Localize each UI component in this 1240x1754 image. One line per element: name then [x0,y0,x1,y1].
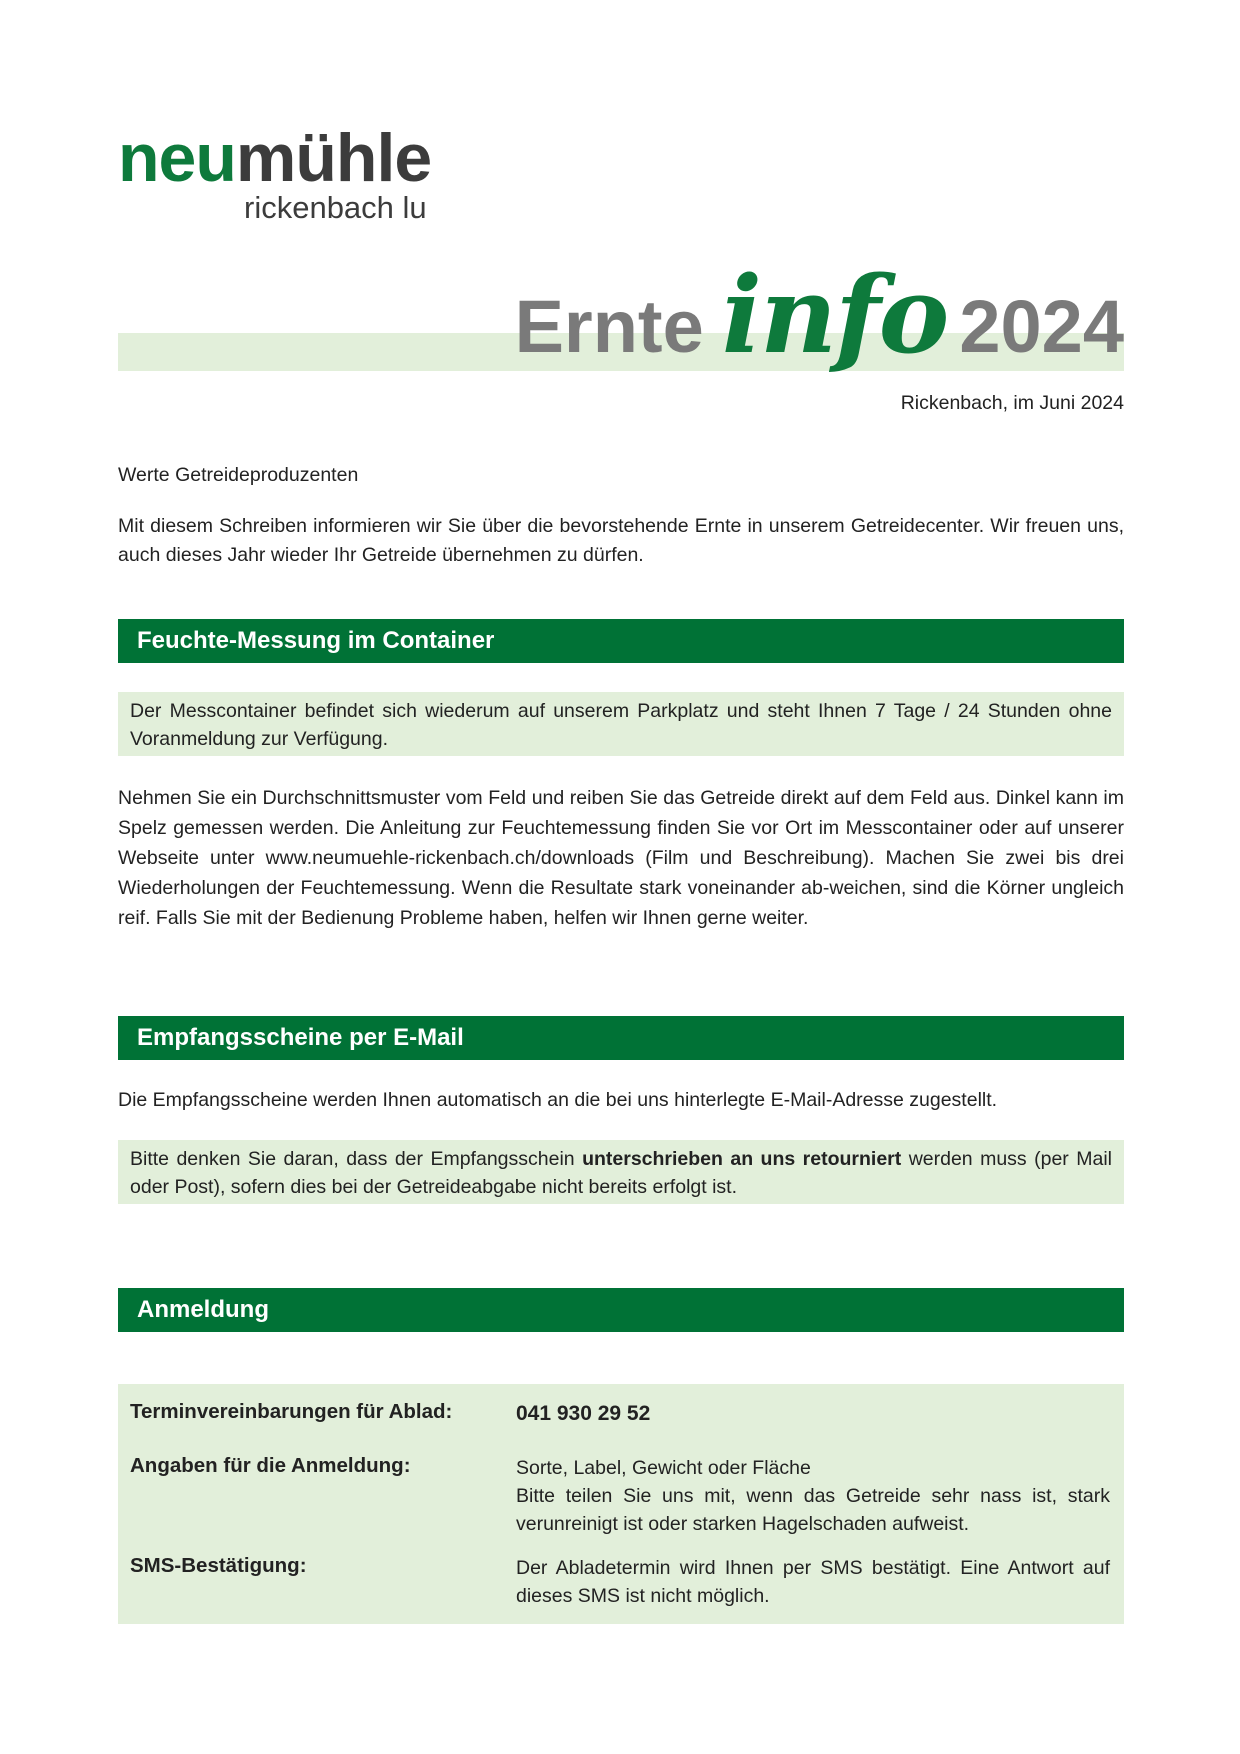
section-heading-text: Empfangsscheine per E-Mail [137,1024,464,1051]
title-accent: info [721,252,948,377]
title-word: Ernte [514,285,704,368]
row-value-line1: Sorte, Label, Gewicht oder Fläche [516,1457,811,1479]
row-label: Angaben für die Anmeldung: [130,1454,411,1477]
letter-date: Rickenbach, im Juni 2024 [900,392,1124,414]
info-box-empfangsschein [118,1140,1124,1204]
intro-paragraph: Mit diesem Schreiben informieren wir Sie über die bevorstehende Ernte in unserem Getreidecenter. Wir freuen uns, auch dieses Jahr wieder Ihr Getreide übernehmen zu dürfen. [118,515,1124,566]
section-heading-text: Anmeldung [137,1296,269,1323]
document-title [514,252,1124,377]
salutation: Werte Getreideproduzenten [118,464,359,486]
section-heading-text: Feuchte-Messung im Container [137,627,495,654]
row-value: Der Abladetermin wird Ihnen per SMS bestätigt. Eine Antwort auf dieses SMS ist nicht möglich. [516,1557,1110,1607]
section-heading-feuchte [118,619,1124,663]
feuchte-paragraph: Nehmen Sie ein Durchschnittsmuster vom Feld und reiben Sie das Getreide direkt auf dem Feld aus. Dinkel kann im Spelz gemessen werden. Die Anleitung zur Feuchtemessung finden Sie vor Ort im Messcontainer oder auf unserer Webseite unter www.neumuehle-rickenbach.ch/downloads (Film und Beschreibung). Machen Sie zwei bis drei Wiederholungen der Feuchtemessung. Wenn die Resultate stark voneinander ab-weichen, sind die Körner ungleich reif. Falls Sie mit der Bedienung Probleme haben, helfen wir Ihnen gerne weiter. [118,787,1124,929]
row-value [516,1454,1110,1538]
box-text-after: werden muss (per Mail oder Post), sofern dies bei der Getreideabgabe nicht bereits erfolgt ist. [130,1148,1112,1198]
logo-wordmark [118,118,431,198]
logo-name-part1: neu [118,120,236,196]
company-logo [118,118,448,228]
row-label: Terminvereinbarungen für Ablad: [130,1400,453,1423]
row-label: SMS-Bestätigung: [130,1554,307,1577]
info-box-messcontainer: Der Messcontainer befindet sich wiederum auf unserem Parkplatz und steht Ihnen 7 Tage / 24 Stunden ohne Voranmeldung zur Verfügung. [118,692,1124,756]
phone-number: 041 930 29 52 [516,1402,651,1425]
box-text-bold: unterschrieben an uns retourniert [582,1148,902,1170]
section-heading-anmeldung [118,1288,1124,1332]
logo-subtitle: rickenbach lu [244,190,427,225]
box-text-before: Bitte denken Sie daran, dass der Empfangsschein [130,1148,583,1170]
section-heading-empfangsscheine [118,1016,1124,1060]
empfangsscheine-paragraph: Die Empfangsscheine werden Ihnen automatisch an die bei uns hinterlegte E-Mail-Adresse zugestellt. [118,1089,998,1111]
row-value-line2: Bitte teilen Sie uns mit, wenn das Getreide sehr nass ist, stark verunreinigt ist oder starken Hagelschaden aufweist. [516,1485,1110,1535]
logo-name-part2: mühle [235,120,432,196]
anmeldung-table [118,1384,1124,1624]
title-year: 2024 [959,285,1124,368]
